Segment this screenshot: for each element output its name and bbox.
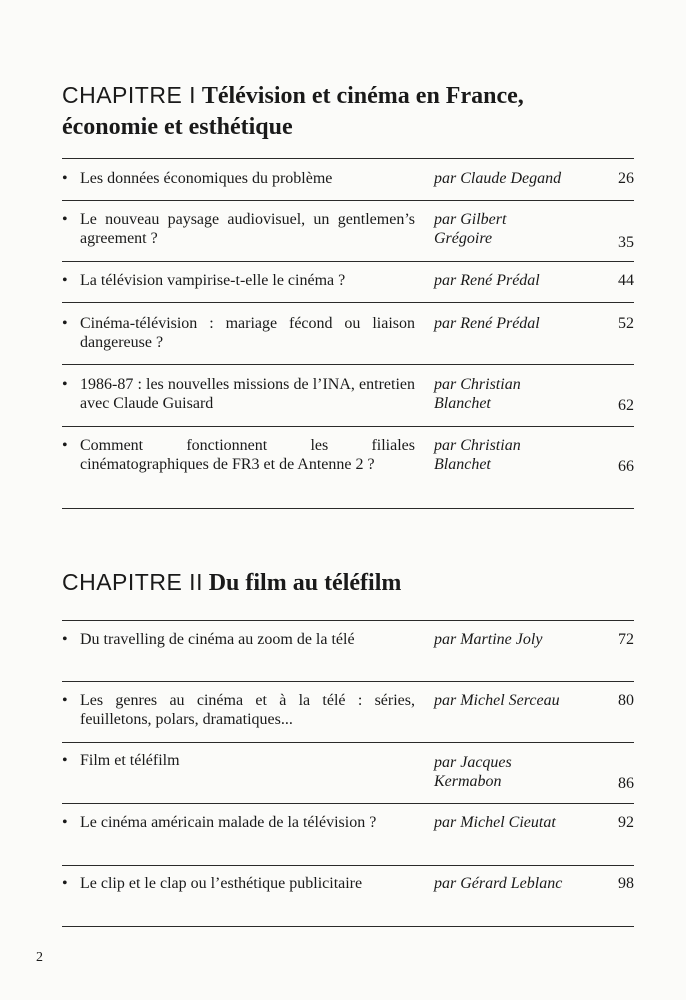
entry-page: 44 [618,272,634,289]
divider [62,926,634,927]
divider [62,508,634,509]
entry-author: par Christian Blanchet [434,376,521,412]
divider [62,426,634,427]
entry-page: 35 [618,234,634,251]
entry-title: Le clip et le clap ou l’esthétique publicitaire [80,875,363,892]
entry-title: Film et téléfilm [80,752,180,769]
entry-author: par Michel Cieutat [434,814,556,831]
chapter-title: Télévision et cinéma en France, [201,83,524,109]
entry-title: La télévision vampirise-t-elle le cinéma ? [80,272,346,289]
entry-page: 62 [618,397,634,414]
divider [62,865,634,866]
divider [62,261,634,262]
entry-page: 26 [618,170,634,187]
entry-title: Le cinéma américain malade de la télévision ? [80,814,377,831]
entry-author: par Jacques Kermabon [434,754,512,790]
entry-page: 52 [618,315,634,332]
bullet: • [62,170,68,187]
divider [62,803,634,804]
bullet: • [62,376,68,393]
entry-author: par Claude Degand [434,170,562,187]
divider [62,620,634,621]
page-number: 2 [36,950,43,965]
entry-title: Cinéma-télévision : mariage fécond ou liaison dangereuse ? [80,315,415,351]
divider [62,200,634,201]
entry-title: Comment fonctionnent les filiales cinématographiques de FR3 et de Antenne 2 ? [80,437,415,473]
bullet: • [62,631,68,648]
entry-page: 80 [618,692,634,709]
entry-author: par Michel Serceau [434,692,560,709]
entry-page: 86 [618,775,634,792]
bullet: • [62,272,68,289]
entry-page: 72 [618,631,634,648]
bullet: • [62,437,68,454]
entry-author: par Christian Blanchet [434,437,521,473]
entry-author: par Martine Joly [434,631,543,648]
bullet: • [62,315,68,332]
entry-author: par Gérard Leblanc [434,875,563,892]
chapter-title: Du film au téléfilm [208,570,402,596]
entry-author: par René Prédal [434,272,540,289]
entry-title: Le nouveau paysage audiovisuel, un gentlemen’s agreement ? [80,211,415,247]
entry-page: 98 [618,875,634,892]
entry-page: 92 [618,814,634,831]
bullet: • [62,752,68,769]
entry-title: Les genres au cinéma et à la télé : séries, feuilletons, polars, dramatiques... [80,692,415,728]
chapter-title-line2: économie et esthétique [62,114,293,140]
divider [62,158,634,159]
bullet: • [62,875,68,892]
entry-title: Du travelling de cinéma au zoom de la télé [80,631,355,648]
divider [62,364,634,365]
divider [62,681,634,682]
entry-author: par Gilbert Grégoire [434,211,507,247]
entry-title: 1986-87 : les nouvelles missions de l’INA, entretien avec Claude Guisard [80,376,415,412]
bullet: • [62,814,68,831]
entry-author: par René Prédal [434,315,540,332]
chapter-label: CHAPITRE II [62,569,203,595]
chapter-heading [62,80,642,143]
entry-page: 66 [618,458,634,475]
entry-title: Les données économiques du problème [80,170,333,187]
bullet: • [62,692,68,709]
chapter-label: CHAPITRE I [62,82,197,108]
divider [62,742,634,743]
bullet: • [62,211,68,228]
divider [62,302,634,303]
chapter-heading [62,567,642,599]
